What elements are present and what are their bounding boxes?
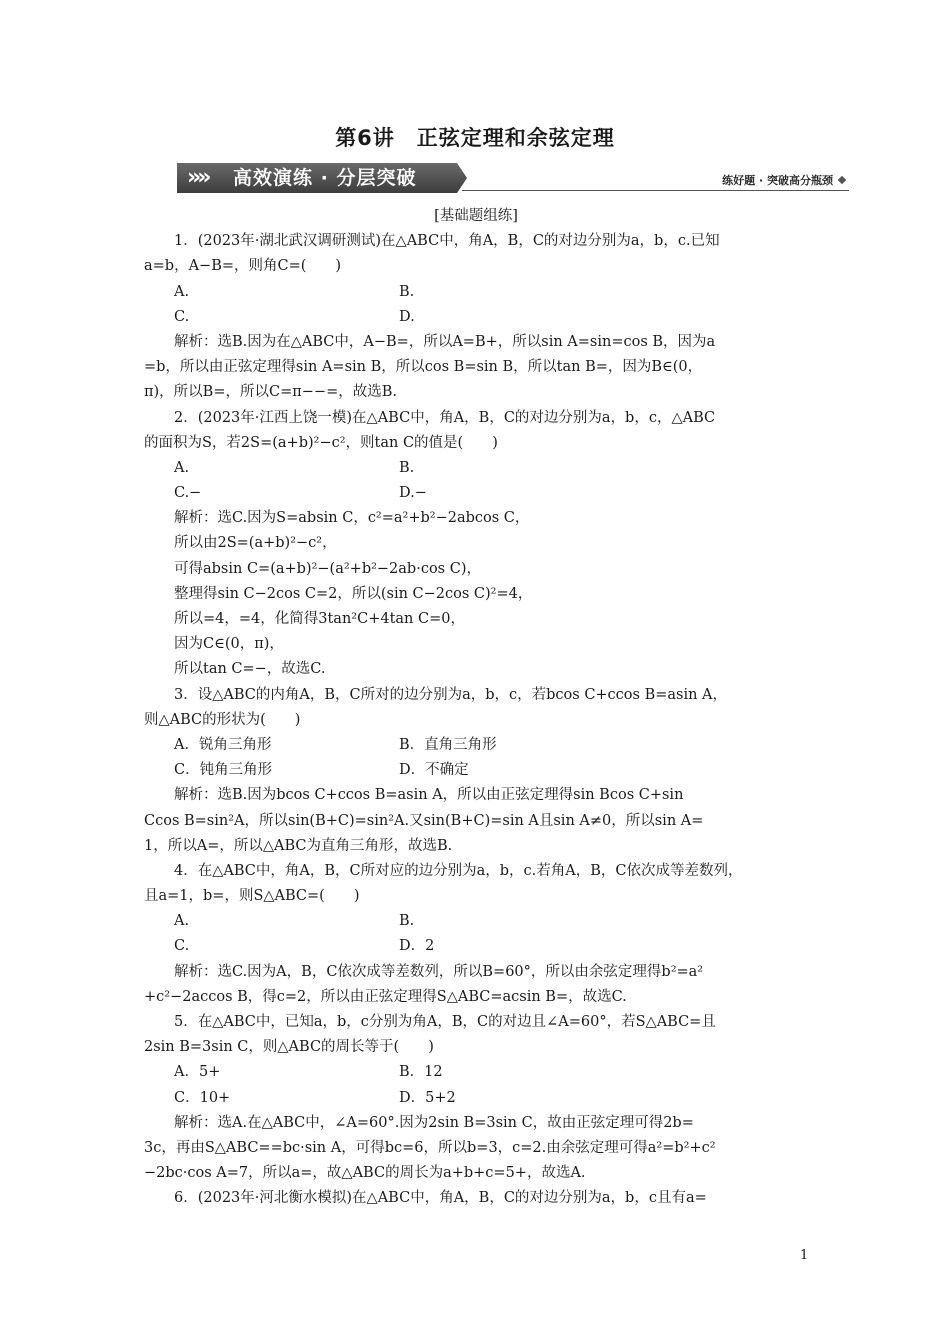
text-line: +c²−2accos B，得c=2，所以由正弦定理得S△ABC=acsin B=，故选C.: [144, 988, 627, 1005]
text-line: =b，所以由正弦定理得sin A=sin B，所以cos B=sin B，所以tan B=，因为B∈(0，: [144, 359, 703, 376]
option-label: C．10+: [174, 1089, 231, 1106]
text-line: −2bc·cos A=7，所以a=，故△ABC的周长为a+b+c=5+，故选A.: [144, 1165, 586, 1182]
page-number: 1: [800, 1248, 809, 1263]
text-line: 2sin B=3sin C，则△ABC的周长等于( ): [144, 1039, 434, 1056]
option-label: A．锐角三角形: [174, 736, 272, 753]
text-line: 解析：选A.在△ABC中，∠A=60°.因为2sin B=3sin C，故由正弦定理可得2b=: [174, 1114, 694, 1131]
text-line: 5．在△ABC中，已知a，b，c分别为角A，B，C的对边且∠A=60°，若S△ABC=且: [174, 1014, 716, 1030]
option-label: B.: [399, 459, 415, 476]
option-row: [144, 280, 808, 305]
banner-title: 高效演练 · 分层突破: [233, 167, 417, 189]
text-line: 可得absin C=(a+b)²−(a²+b²−2ab·cos C)，: [174, 560, 481, 577]
option-label: C.−: [174, 485, 202, 502]
text-line: 2．(2023年·江西上饶一模)在△ABC中，角A，B，C的对边分别为a，b，c，△ABC: [174, 409, 716, 426]
text-line: 的面积为S，若2S=(a+b)²−c²，则tan C的值是( ): [144, 434, 498, 451]
option-row: [144, 1060, 808, 1085]
section-banner: [177, 163, 849, 193]
text-line: 则△ABC的形状为( ): [144, 711, 301, 728]
text-line: 解析：选B.因为在△ABC中，A−B=，所以A=B+，所以sin A=sin=cos B，因为a: [174, 333, 716, 350]
option-row: [144, 934, 808, 959]
text-line: 且a=1，b=，则S△ABC=( ): [144, 888, 360, 905]
text-line: 解析：选C.因为A，B，C依次成等差数列，所以B=60°，所以由余弦定理得b²=a²: [174, 963, 704, 980]
option-label: C．钝角三角形: [174, 762, 273, 779]
option-label: B.: [399, 913, 415, 930]
option-label: C.: [174, 938, 190, 955]
text-line: 所以tan C=−，故选C.: [174, 661, 326, 678]
text-line: 6．(2023年·河北衡水模拟)在△ABC中，角A，B，C的对边分别为a，b，c且有a=: [174, 1190, 707, 1207]
option-row: [144, 481, 808, 506]
page-title: 第6讲 正弦定理和余弦定理: [335, 126, 615, 150]
option-label: A．5+: [174, 1064, 221, 1081]
banner-slogan: 练好题 · 突破高分瓶颈: [722, 172, 845, 188]
option-row: [144, 733, 808, 758]
option-label: B．直角三角形: [399, 736, 497, 753]
option-label: A.: [174, 913, 190, 930]
text-line: 解析：选C.因为S=absin C，c²=a²+b²−2abcos C，: [174, 510, 530, 527]
text-line: 4．在△ABC中，角A，B，C所对应的边分别为a，b，c.若角A，B，C依次成等差数列，: [174, 862, 743, 879]
option-label: A.: [174, 459, 190, 476]
chevron-right-icon: »»: [187, 165, 208, 190]
text-line: 整理得sin C−2cos C=2，所以(sin C−2cos C)²=4，: [174, 585, 533, 602]
option-label: A.: [174, 283, 190, 300]
text-line: 所以由2S=(a+b)²−c²，: [174, 535, 337, 552]
option-label: B．12: [399, 1064, 443, 1081]
text-line: 1，所以A=，所以△ABC为直角三角形，故选B.: [144, 837, 453, 854]
option-label: D.: [399, 308, 415, 325]
text-line: 3c，再由S△ABC==bc·sin A，可得bc=6，所以b=3，c=2.由余弦定理可得a²=b²+c²: [144, 1139, 716, 1156]
text-line: 解析：选B.因为bcos C+ccos B=asin A，所以由正弦定理得sin Bcos C+sin: [174, 787, 684, 804]
option-label: B.: [399, 283, 415, 300]
option-row: [144, 456, 808, 481]
option-label: C.: [174, 308, 190, 325]
text-line: [基础题组练]: [434, 208, 518, 224]
text-line: 3．设△ABC的内角A，B，C所对的边分别为a，b，c，若bcos C+ccos B=asin A，: [174, 686, 728, 703]
option-row: [144, 758, 808, 783]
exercise-content: [144, 204, 808, 1212]
text-line: 因为C∈(0，π)，: [174, 636, 284, 653]
option-label: D．不确定: [399, 762, 469, 779]
option-label: D．5+2: [399, 1089, 456, 1106]
text-line: Ccos B=sin²A，所以sin(B+C)=sin²A.又sin(B+C)=sin A且sin A≠0，所以sin A=: [144, 812, 704, 829]
diamond-icon: [838, 176, 846, 184]
text-line: a=b，A−B=，则角C=( ): [144, 258, 342, 275]
banner-divider: [462, 190, 849, 191]
text-line: π)，所以B=，所以C=π−−=，故选B.: [144, 384, 397, 401]
option-label: D.−: [399, 485, 427, 502]
text-line: 1．(2023年·湖北武汉调研测试)在△ABC中，角A，B，C的对边分别为a，b，c.已知: [174, 233, 720, 250]
option-row: [144, 305, 808, 330]
option-label: D．2: [399, 938, 435, 955]
option-row: [144, 1086, 808, 1111]
text-line: 所以=4，=4，化简得3tan²C+4tan C=0，: [174, 611, 465, 627]
option-row: [144, 909, 808, 934]
